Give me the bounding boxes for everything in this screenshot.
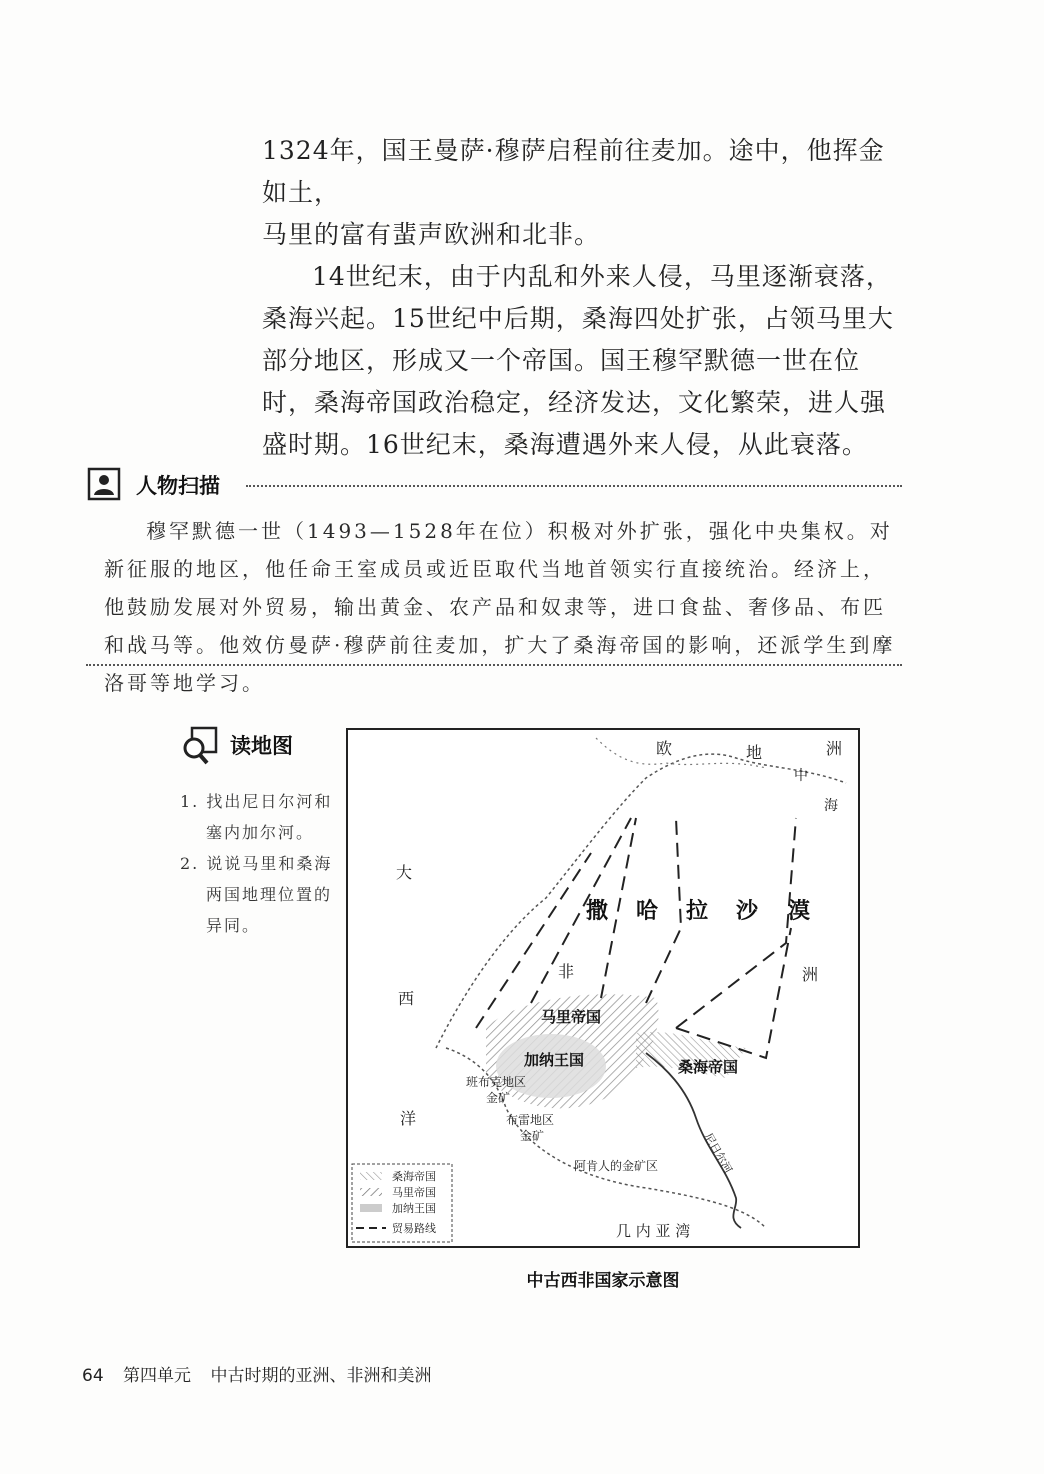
map-legend: [352, 1164, 452, 1242]
paragraph-1-line-1: 1324年，国王曼萨·穆萨启程前往麦加。途中，他挥金如土，: [262, 136, 885, 207]
map-caption: 中古西非国家示意图: [526, 1271, 680, 1291]
task-item: 2. 说说马里和桑海两国地理位置的异同。: [180, 854, 333, 935]
map-label-akan: 阿肯人的金矿区: [574, 1159, 659, 1173]
map-label-africa1: 非: [558, 962, 575, 981]
page-footer: [82, 1361, 445, 1386]
map-label-europe1: 欧: [656, 739, 673, 758]
map-label-atlantic1: 大: [396, 863, 413, 882]
person-portrait-icon: [86, 466, 122, 502]
profile-title: 人物扫描: [136, 474, 220, 498]
legend-item: 贸易路线: [392, 1222, 436, 1235]
map-label-songhai: 桑海帝国: [678, 1058, 739, 1076]
body-text: [262, 130, 902, 466]
dotted-divider: [246, 485, 902, 487]
map-label-med2: 海: [824, 798, 838, 814]
map-label-sahara2: 哈: [636, 899, 659, 924]
map-label-niger: 尼日尔河: [701, 1131, 735, 1176]
map-label-atlantic3: 洋: [400, 1109, 417, 1128]
map-label-europe3: 洲: [826, 739, 843, 758]
map-label-guinea: 几 内 亚 湾: [616, 1222, 691, 1240]
map-label-sahara3: 拉: [686, 899, 709, 924]
unit-title: 中古时期的亚洲、非洲和美洲: [210, 1366, 432, 1386]
paragraph-2: 14世纪末，由于内乱和外来人侵，马里逐渐衰落，桑海兴起。15世纪中后期，桑海四处扩张，占领马里大部分地区，形成又一个帝国。国王穆罕默德一世在位时，桑海帝国政治稳定，经济发达，文化繁荣，进人强盛时期。16世纪末，桑海遭遇外来人侵，从此衰落。: [262, 262, 894, 459]
map-label-sahara4: 沙: [736, 899, 759, 924]
profile-text: [104, 512, 904, 702]
map-label-europe2: 地: [746, 743, 763, 762]
profile-paragraph: 穆罕默德一世（1493—1528年在位）积极对外扩张，强化中央集权。对新征服的地区，他任命王室成员或近臣取代当地首领实行直接统治。经济上，他鼓励发展对外贸易，输出黄金、农产品和奴隶等，进口食盐、奢侈品、布匹和战马等。他效仿曼萨·穆萨前往麦加，扩大了桑海帝国的影响，还派学生到摩洛哥等地学习。: [104, 519, 896, 695]
page-number: 64: [82, 1366, 104, 1386]
map-label-bure1: 布雷地区: [506, 1113, 555, 1127]
map-label-africa2: 洲: [802, 965, 819, 984]
map-label-bambuk2: 金矿: [486, 1091, 511, 1105]
map-label-sahara1: 撒: [586, 899, 609, 924]
paragraph-1-line-2: 马里的富有蜚声欧洲和北非。: [262, 220, 601, 249]
dotted-divider-bottom: [86, 664, 902, 666]
map-label-bambuk1: 班布克地区: [466, 1075, 527, 1089]
west-africa-map: [346, 728, 860, 1248]
legend-item: 马里帝国: [392, 1186, 436, 1199]
unit-label: 第四单元: [123, 1366, 192, 1386]
map-label-atlantic2: 西: [398, 989, 415, 1008]
profile-header: [86, 466, 902, 506]
map-label-med1: 中: [794, 768, 808, 784]
map-label-ghana: 加纳王国: [524, 1051, 585, 1069]
magnifier-map-icon: [180, 726, 220, 766]
map-label-sahara5: 漠: [788, 899, 811, 924]
legend-item: 加纳王国: [392, 1202, 436, 1215]
map-label-mali: 马里帝国: [541, 1008, 602, 1026]
read-map-tasks: [180, 786, 340, 941]
read-map-title: 读地图: [230, 734, 293, 758]
legend-item: 桑海帝国: [392, 1170, 436, 1183]
map-label-bure2: 金矿: [520, 1129, 545, 1143]
task-item: 1. 找出尼日尔河和塞内加尔河。: [180, 792, 333, 842]
